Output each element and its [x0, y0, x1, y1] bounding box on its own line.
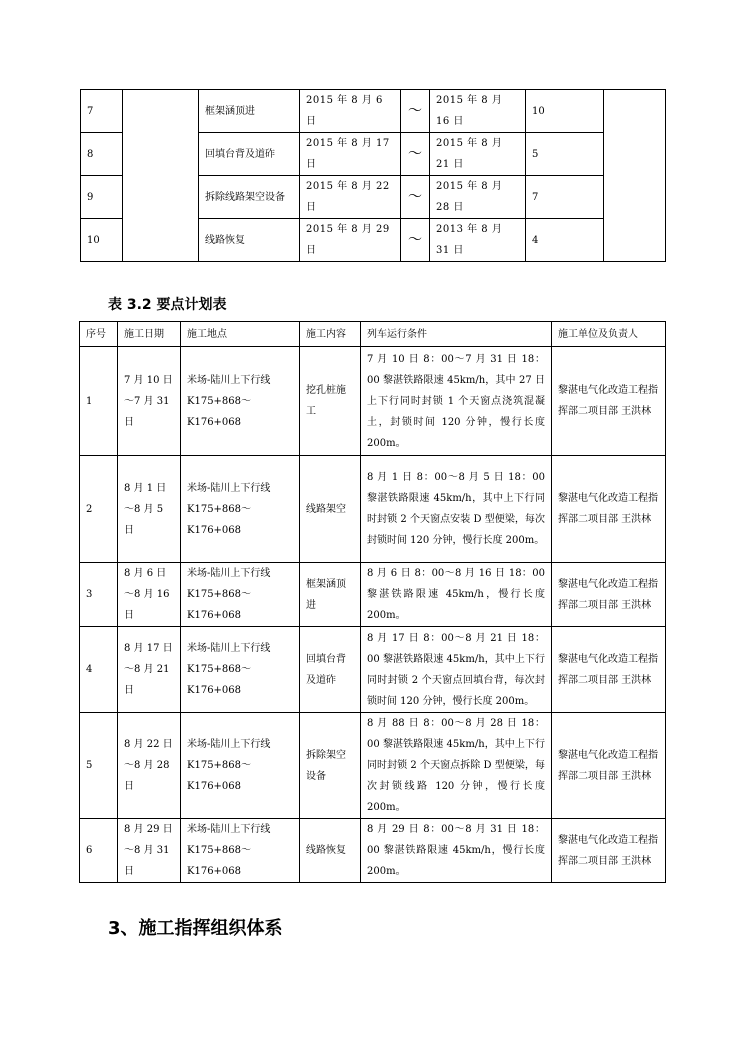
- work-content: 拆除架空设备: [300, 713, 361, 819]
- work-content: 回填台背及道砟: [300, 627, 361, 713]
- work-item: 线路恢复: [199, 219, 300, 262]
- row-number: 10: [81, 219, 123, 262]
- range-separator: ～: [401, 90, 430, 133]
- train-condition: 8 月 29 日 8：00～8 月 31 日 18：00 黎湛铁路限速 45km/h，慢行长度 200m。: [361, 819, 552, 883]
- responsible-unit: 黎湛电气化改造工程指挥部二项目部 王洪林: [552, 819, 666, 883]
- row-number: 9: [81, 176, 123, 219]
- table-header-row: [80, 322, 666, 347]
- work-location: 米场-陆川上下行线 K175+868～K176+068: [181, 713, 300, 819]
- responsible-unit: 黎湛电气化改造工程指挥部二项目部 王洪林: [552, 713, 666, 819]
- range-separator: ～: [401, 133, 430, 176]
- header-cell: 施工日期: [118, 322, 181, 347]
- range-separator: ～: [401, 219, 430, 262]
- work-location: 米场-陆川上下行线 K175+868～K176+068: [181, 456, 300, 563]
- train-condition: 7 月 10 日 8：00～7 月 31 日 18：00 黎湛铁路限速 45km/h，其中 27 日上下行同时封锁 1 个天窗点浇筑混凝土，封锁时间 120 分钟，慢行长度 200m。: [361, 347, 552, 456]
- table-row: [80, 563, 666, 627]
- header-cell: 施工内容: [300, 322, 361, 347]
- duration-days: 10: [526, 90, 604, 133]
- work-content: 线路恢复: [300, 819, 361, 883]
- header-cell: 施工单位及负责人: [552, 322, 666, 347]
- table-row: [80, 713, 666, 819]
- responsible-unit: 黎湛电气化改造工程指挥部二项目部 王洪林: [552, 456, 666, 563]
- header-cell: 序号: [80, 322, 118, 347]
- start-date: 2015 年 8 月 17 日: [300, 133, 401, 176]
- table-row: [80, 347, 666, 456]
- work-item: 拆除线路架空设备: [199, 176, 300, 219]
- start-date: 2015 年 8 月 6 日: [300, 90, 401, 133]
- row-number: 4: [80, 627, 118, 713]
- responsible-unit: 黎湛电气化改造工程指挥部二项目部 王洪林: [552, 347, 666, 456]
- work-date: 7 月 10 日～7 月 31 日: [118, 347, 181, 456]
- responsible-unit: 黎湛电气化改造工程指挥部二项目部 王洪林: [552, 563, 666, 627]
- train-condition: 8 月 17 日 8：00～8 月 21 日 18：00 黎湛铁路限速 45km/h，其中上下行同时封锁 2 个天窗点回填台背，每次封锁时间 120 分钟，慢行长度 200m。: [361, 627, 552, 713]
- duration-days: 5: [526, 133, 604, 176]
- work-location: 米场-陆川上下行线 K175+868～K176+068: [181, 347, 300, 456]
- header-cell: 施工地点: [181, 322, 300, 347]
- key-point-plan-table: [79, 321, 666, 883]
- work-location: 米场-陆川上下行线 K175+868～K176+068: [181, 627, 300, 713]
- work-date: 8 月 1 日～8 月 5 日: [118, 456, 181, 563]
- start-date: 2015 年 8 月 22 日: [300, 176, 401, 219]
- work-content: 框架涵顶进: [300, 563, 361, 627]
- responsible-unit: 黎湛电气化改造工程指挥部二项目部 王洪林: [552, 627, 666, 713]
- work-date: 8 月 29 日～8 月 31 日: [118, 819, 181, 883]
- work-date: 8 月 6 日～8 月 16 日: [118, 563, 181, 627]
- table-row: [80, 456, 666, 563]
- train-condition: 8 月 88 日 8：00～8 月 28 日 18：00 黎湛铁路限速 45km/h，其中上下行同时封锁 2 个天窗点拆除 D 型便梁，每次封锁线路 120 分钟，慢行长度 200m。: [361, 713, 552, 819]
- row-number: 6: [80, 819, 118, 883]
- work-item: 回填台背及道砟: [199, 133, 300, 176]
- end-date: 2013 年 8 月 31 日: [430, 219, 526, 262]
- work-item: 框架涵顶进: [199, 90, 300, 133]
- work-date: 8 月 22 日～8 月 28 日: [118, 713, 181, 819]
- start-date: 2015 年 8 月 29 日: [300, 219, 401, 262]
- merged-empty-cell: [123, 90, 199, 262]
- duration-days: 7: [526, 176, 604, 219]
- row-number: 8: [81, 133, 123, 176]
- work-date: 8 月 17 日～8 月 21 日: [118, 627, 181, 713]
- table-row: [80, 819, 666, 883]
- row-number: 2: [80, 456, 118, 563]
- table-row: [81, 90, 666, 133]
- header-cell: 列车运行条件: [361, 322, 552, 347]
- work-content: 线路架空: [300, 456, 361, 563]
- schedule-table-continued: [80, 89, 666, 262]
- table-row: [80, 627, 666, 713]
- row-number: 7: [81, 90, 123, 133]
- end-date: 2015 年 8 月 21 日: [430, 133, 526, 176]
- merged-empty-cell: [604, 90, 666, 262]
- train-condition: 8 月 1 日 8：00～8 月 5 日 18：00 黎湛铁路限速 45km/h，其中上下行同时封锁 2 个天窗点安装 D 型便梁，每次封锁时间 120 分钟，慢行长度 200m。: [361, 456, 552, 563]
- work-location: 米场-陆川上下行线 K175+868～K176+068: [181, 819, 300, 883]
- section-heading: 3、施工指挥组织体系: [108, 918, 283, 939]
- train-condition: 8 月 6 日 8：00～8 月 16 日 18：00 黎湛铁路限速 45km/h，慢行长度 200m。: [361, 563, 552, 627]
- end-date: 2015 年 8 月 16 日: [430, 90, 526, 133]
- row-number: 5: [80, 713, 118, 819]
- row-number: 3: [80, 563, 118, 627]
- work-location: 米场-陆川上下行线 K175+868～K176+068: [181, 563, 300, 627]
- end-date: 2015 年 8 月 28 日: [430, 176, 526, 219]
- duration-days: 4: [526, 219, 604, 262]
- table-caption: 表 3.2 要点计划表: [108, 297, 227, 313]
- row-number: 1: [80, 347, 118, 456]
- work-content: 挖孔桩施工: [300, 347, 361, 456]
- range-separator: ～: [401, 176, 430, 219]
